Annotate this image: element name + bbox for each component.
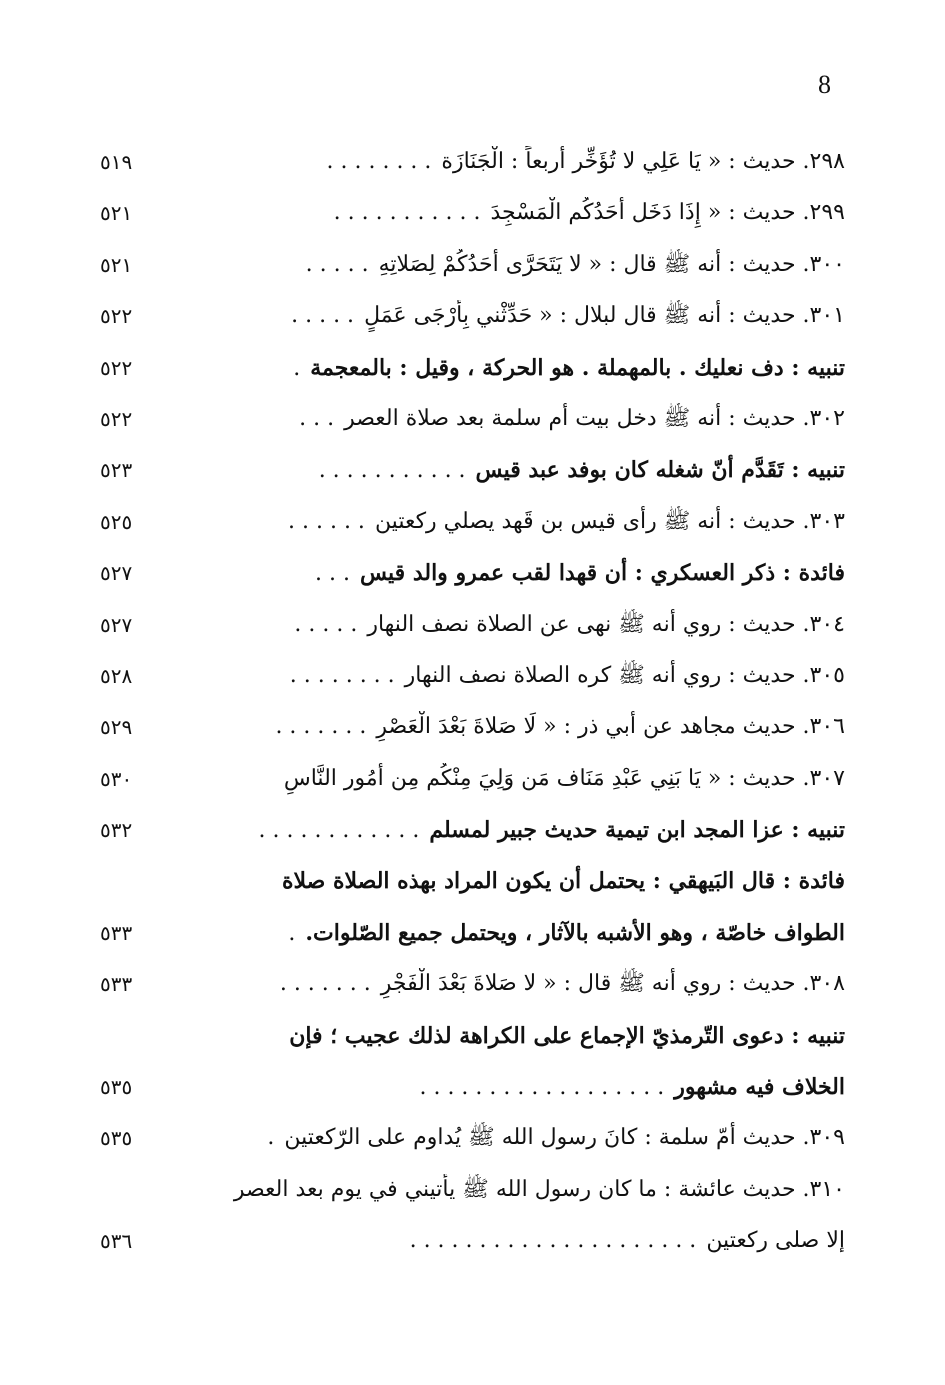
- page-ref: ٥٢٣: [100, 458, 133, 483]
- toc-entry: [100, 909, 845, 960]
- toc-entry-text: فائدة : قال البَيهقي : يحتمل أن يكون المراد بهذه الصلاة صلاة: [281, 868, 845, 895]
- toc-entry-body: [215, 557, 845, 590]
- toc-entry-body: [215, 968, 845, 1000]
- toc-entry-text: ٣٠٠. حديث : أنه ﷺ قال : « لا يَتَحَرَّى أَحَدُكُمْ لِصَلاتِهِ: [378, 251, 845, 277]
- toc-entry-line: [100, 1166, 845, 1217]
- page-ref: ٥٢١: [100, 201, 133, 226]
- toc-entry-text: ٢٩٩. حديث : « إِذَا دَخَل أَحَدُكُم الْمَسْجِدَ: [490, 200, 845, 226]
- toc-entry-text: ٣٠٥. حديث : روي أنه ﷺ كره الصلاة نصف النهار: [404, 662, 845, 688]
- page-ref: ٥٢٧: [100, 612, 133, 637]
- toc-entry-text: ٣٠٢. حديث : أنه ﷺ دخل بيت أم سلمة بعد صلاة العصر: [344, 405, 845, 431]
- toc-entry-text: فائدة : ذكر العسكري : أن قهدا لقب عمرو والد قيس: [359, 560, 845, 587]
- leader-dots: .: [293, 355, 301, 381]
- page-ref: ٥٣٥: [100, 1126, 133, 1151]
- leader-dots: . . .: [299, 405, 335, 431]
- toc-entry-text: ٣٠٧. حديث : « يَا بَنِي عَبْدِ مَنَاف مَن وَلِيَ مِنْكُم مِن أُمُور النَّاسِ: [283, 765, 845, 791]
- leader-dots: . . . . . . . . . . . .: [258, 818, 420, 844]
- leader-dots: .: [288, 920, 296, 946]
- toc-entry-body: [215, 660, 845, 692]
- toc-entry-text: ٣١٠. حديث عائشة : ما كان رسول الله ﷺ يأتيني في يوم بعد العصر: [233, 1176, 845, 1202]
- page-ref: ٥٢١: [100, 252, 133, 277]
- leader-dots: . . . . . . . .: [289, 662, 395, 688]
- toc-entry-body: [215, 711, 845, 743]
- toc-entry: [100, 601, 845, 652]
- toc-entry-body: [215, 1225, 845, 1257]
- leader-dots: . . . . . . .: [275, 714, 367, 740]
- toc-entry: [100, 1114, 845, 1165]
- toc-entry-text: ٣٠١. حديث : أنه ﷺ قال لبلال : « حَدِّثْني بِأَرْجَى عَمَلٍ: [364, 303, 845, 329]
- toc-entry-text: ٣٠٦. حديث مجاهد عن أبي ذر : « لَا صَلاةَ بَعْدَ الْعَصْرِ: [376, 714, 845, 740]
- toc-entry: [100, 395, 845, 446]
- leader-dots: . . . . . . . . . . . . . . . . . . . . .: [409, 1228, 697, 1254]
- toc-entry: [100, 138, 845, 189]
- toc-entry-body: [215, 146, 845, 178]
- toc-entry: [100, 292, 845, 343]
- toc-entry-body: [215, 609, 845, 641]
- toc-entry: [100, 241, 845, 292]
- toc-entry-text: الخلاف فيه مشهور: [674, 1074, 845, 1101]
- page-ref: ٥٣٣: [100, 920, 133, 945]
- page-ref: ٥٢٢: [100, 355, 133, 380]
- leader-dots: . . . . . . . .: [326, 149, 432, 174]
- toc-entry-text: ٣٠٣. حديث : أنه ﷺ رأى قيس بن قَهد يصلي ركعتين: [374, 508, 845, 534]
- toc-entry-body: [215, 454, 845, 487]
- toc-entry-body: [215, 1071, 845, 1104]
- toc-entry: [100, 498, 845, 549]
- leader-dots: . . . . .: [305, 251, 369, 277]
- toc-entry: [100, 703, 845, 754]
- toc-entry-body: [215, 352, 845, 385]
- toc-entry: [100, 960, 845, 1011]
- toc-entry: [100, 806, 845, 857]
- page-ref: ٥٢٨: [100, 663, 133, 688]
- page-ref: ٥٢٩: [100, 715, 133, 740]
- leader-dots: . . . . .: [294, 611, 358, 637]
- leader-dots: . . . . . . .: [279, 971, 371, 997]
- leader-dots: . . . . . .: [288, 508, 365, 534]
- toc-entry-body: [215, 300, 845, 332]
- toc-entry: [100, 755, 845, 806]
- toc-entry-body: [215, 403, 845, 435]
- toc-entry-text: ٣٠٩. حديث أمّ سلمة : كانَ رسول الله ﷺ يُداوم على الرّكعتين: [284, 1125, 845, 1151]
- toc-entry-text: تنبيه : تَقَدَّم أنّ شغله كان بوفد عبد قيس: [475, 457, 845, 484]
- toc-entry: [100, 1063, 845, 1114]
- page-ref: ٥١٩: [100, 150, 133, 174]
- page-ref: ٥٢٢: [100, 406, 133, 431]
- toc-entry-body: [215, 249, 845, 281]
- toc-entry: [100, 549, 845, 600]
- toc-entry: [100, 189, 845, 240]
- toc-entry-text: ٢٩٨. حديث : « يَا عَلِي لا تُؤَخِّر أربعاً : الْجَنَازَة: [441, 149, 845, 174]
- toc-entry-line: [100, 857, 845, 908]
- toc-entry-text: تنبيه : عزا المجد ابن تيمية حديث جبير لمسلم: [429, 817, 845, 844]
- leader-dots: . . .: [314, 561, 350, 587]
- leader-dots: . . . . . . . . . . . . . . . . . .: [419, 1075, 665, 1101]
- page-ref: ٥٢٢: [100, 304, 133, 329]
- leader-dots: . . . . . . . . . . .: [318, 458, 466, 484]
- toc-entry-text: ٣٠٨. حديث : روي أنه ﷺ قال : « لا صَلاةَ بَعْدَ الْفَجْرِ: [380, 971, 845, 997]
- page-ref: ٥٣٠: [100, 766, 133, 791]
- page-ref: ٥٣٦: [100, 1229, 133, 1254]
- toc-entry-body: [215, 197, 845, 229]
- toc-entry: [100, 652, 845, 703]
- toc-entry-text: إلا صلى ركعتين: [706, 1228, 845, 1254]
- page-number: 8: [818, 70, 831, 99]
- table-of-contents: [100, 138, 845, 1269]
- toc-entry-line: [100, 1012, 845, 1063]
- page-ref: ٥٣٥: [100, 1075, 133, 1100]
- page-ref: ٥٢٧: [100, 561, 133, 586]
- leader-dots: [274, 766, 284, 791]
- toc-entry-text: تنبيه : دعوى التّرمذيّ الإجماع على الكراهة لذلك عجيب ؛ فإن: [289, 1022, 845, 1049]
- page-ref: ٥٣٢: [100, 818, 133, 843]
- toc-entry-body: [215, 506, 845, 538]
- toc-entry: [100, 1217, 845, 1268]
- leader-dots: .: [267, 1125, 275, 1151]
- toc-entry-body: [215, 1122, 845, 1154]
- toc-entry-body: [215, 763, 845, 795]
- toc-entry-text: الطواف خاصّة ، وهو الأشبه بالآثار ، ويحتمل جميع الصّلوات.: [305, 919, 845, 946]
- leader-dots: . . . . . . . . . . .: [333, 200, 481, 226]
- toc-entry-text: ٣٠٤. حديث : روي أنه ﷺ نهى عن الصلاة نصف النهار: [367, 611, 845, 637]
- page-ref: ٥٣٣: [100, 972, 133, 997]
- toc-entry-body: [215, 917, 845, 950]
- toc-entry: [100, 446, 845, 497]
- leader-dots: . . . . .: [291, 303, 355, 329]
- toc-entry-text: تنبيه : دف نعليك . بالمهملة . هو الحركة ، وقيل : بالمعجمة: [310, 354, 845, 381]
- toc-entry: [100, 344, 845, 395]
- toc-entry-body: [215, 814, 845, 847]
- page-ref: ٥٢٥: [100, 509, 133, 534]
